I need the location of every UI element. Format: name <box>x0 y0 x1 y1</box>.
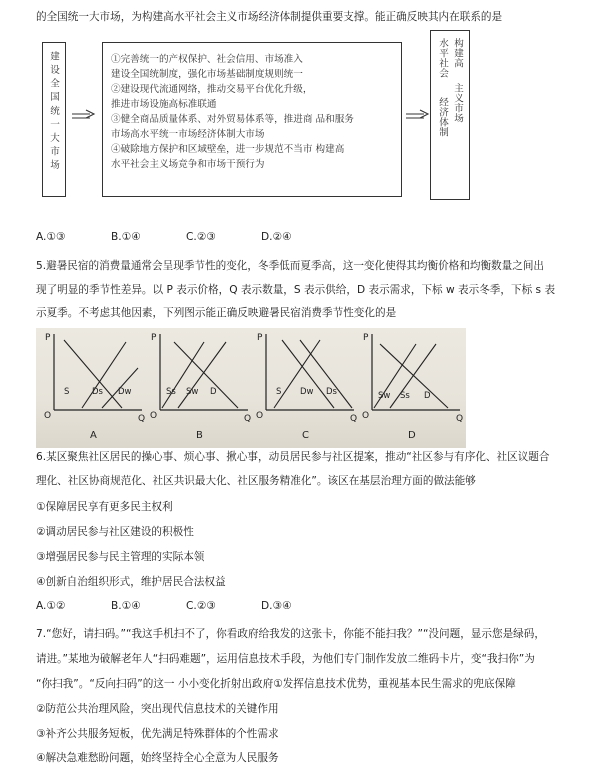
curve-line <box>178 342 226 408</box>
curve-line <box>274 340 320 408</box>
q7-option: ④解决急难愁盼问题，始终坚持全心全意为人民服务 <box>36 752 279 764</box>
axis-label-q: Q <box>350 414 358 424</box>
q5-text: 5.避暑民宿的消费量通常会呈现季节性的变化，冬季低而夏季高，这一变化使得其均衡价格和均衡数量之间出 <box>36 260 545 272</box>
curve-label: Dw <box>300 387 314 397</box>
axis-label-q: Q <box>456 414 464 424</box>
q6-choices <box>36 600 336 612</box>
q7-text: “你扫我”。“反向扫码”的这一 小小变化折射出政府①发挥信息技术优势，重视基本民生需求的兜底保障 <box>36 678 516 690</box>
measure-line: 市场高水平统一市场经济体制大市场 <box>111 129 265 140</box>
measure-line: ①完善统一的产权保护、社会信用、市场准入 <box>111 54 303 65</box>
graph-letter: B <box>196 430 203 441</box>
right-box-col: 构建高 <box>452 38 463 69</box>
choice-b[interactable]: B.①④ <box>111 600 141 612</box>
choice-b[interactable]: B.①④ <box>111 231 141 243</box>
curve-label: D <box>424 391 431 401</box>
q4-choices <box>36 231 336 243</box>
q7-option: ②防范公共治理风险，突出现代信息技术的关键作用 <box>36 703 279 715</box>
choice-c[interactable]: C.②③ <box>186 600 216 612</box>
right-box-goal <box>430 30 470 200</box>
curve-line <box>64 340 122 408</box>
axis-label-p: P <box>363 333 369 343</box>
choice-d[interactable]: D.②④ <box>261 231 292 243</box>
curve-label: Dw <box>118 387 132 397</box>
middle-box-measures <box>102 42 402 197</box>
arrow-middle-to-right <box>406 110 428 118</box>
measure-line: 建设全国统制度，强化市场基础制度规则统一 <box>111 69 303 80</box>
left-box-label: 建设全国统一大市场 <box>48 51 59 174</box>
measure-line: ③健全商品质量体系、对外贸易体系等，推进商 品和服务 <box>111 114 354 125</box>
right-box-col: 经济体制 <box>437 97 448 138</box>
measure-line: ④破除地方保护和区域壁垒，进一步规范不当市 构建高 <box>111 144 345 155</box>
origin-label: O <box>44 411 52 421</box>
right-box-col: 主义市场 <box>452 83 463 124</box>
curve-label: Ss <box>166 387 176 397</box>
q6-text: 理化、社区协商规范化、社区共识最大化、社区服务精准化”。该区在基层治理方面的做法能够 <box>36 475 476 487</box>
curve-label: S <box>276 387 282 397</box>
q6-option: ③增强居民参与民主管理的实际本领 <box>36 551 205 563</box>
q5-text: 示夏季。不考虑其他因素，下列图示能正确反映避暑民宿消费季节性变化的是 <box>36 307 397 319</box>
q6-option: ①保障居民享有更多民主权利 <box>36 501 173 513</box>
axis-label-p: P <box>257 333 263 343</box>
supply-demand-graphs-photo <box>36 328 466 448</box>
arrow-left-to-middle <box>72 110 94 118</box>
q6-text: 6.某区聚焦社区居民的操心事、烦心事、揪心事，动员居民参与社区提案，推动“社区参与有序化、社区议题合 <box>36 451 550 463</box>
q5-text: 现了明显的季节性差异。以 P 表示价格，Q 表示数量，S 表示供给，D 表示需求，下标 w 表示冬季，下标 s 表 <box>36 284 556 296</box>
curve-label: Sw <box>378 391 391 401</box>
curve-line <box>82 342 126 408</box>
q7-text: 请进。”某地为破解老年人“扫码难题”，运用信息技术手段，为他们专门制作发放二维码卡片，变“我扫你”为 <box>36 653 535 665</box>
curve-label: Ds <box>92 387 103 397</box>
origin-label: O <box>362 411 370 421</box>
choice-d[interactable]: D.③④ <box>261 600 292 612</box>
choice-a[interactable]: A.①③ <box>36 231 66 243</box>
axis-label-p: P <box>151 333 157 343</box>
axis-label-p: P <box>45 333 51 343</box>
measure-line: 水平社会主义场竞争和市场干预行为 <box>111 159 265 170</box>
right-box-col: 水平社会 <box>437 38 448 79</box>
origin-label: O <box>256 411 264 421</box>
q6-option: ④创新自治组织形式，维护居民合法权益 <box>36 576 226 588</box>
origin-label: O <box>150 411 158 421</box>
axis-label-q: Q <box>244 414 252 424</box>
curve-label: Ds <box>326 387 337 397</box>
measure-line: ②建设现代流通网络，推动交易平台优化升级， <box>111 84 313 95</box>
curve-label: Ss <box>400 391 410 401</box>
choice-a[interactable]: A.①② <box>36 600 66 612</box>
axis-label-q: Q <box>138 414 146 424</box>
q7-option: ③补齐公共服务短板，优先满足特殊群体的个性需求 <box>36 728 279 740</box>
measure-line: 推进市场设施高标准联通 <box>111 99 217 110</box>
graph-letter: C <box>302 430 309 441</box>
curve-label: D <box>210 387 217 397</box>
choice-c[interactable]: C.②③ <box>186 231 216 243</box>
q7-text: 7.“您好，请扫码。”“我这手机扫不了，你看政府给我发的这张卡，你能不能扫我？”“没问题，显示您是绿码， <box>36 628 545 640</box>
q6-option: ②调动居民参与社区建设的积极性 <box>36 526 194 538</box>
curve-label: S <box>64 387 70 397</box>
graph-letter: D <box>408 430 416 441</box>
question-intro-line: 的全国统一大市场，为构建高水平社会主义市场经济体制提供重要支撑。能正确反映其内在联系的是 <box>36 11 503 23</box>
curve-label: Sw <box>186 387 199 397</box>
graphs-svg <box>36 328 466 448</box>
graph-letter: A <box>90 430 97 441</box>
